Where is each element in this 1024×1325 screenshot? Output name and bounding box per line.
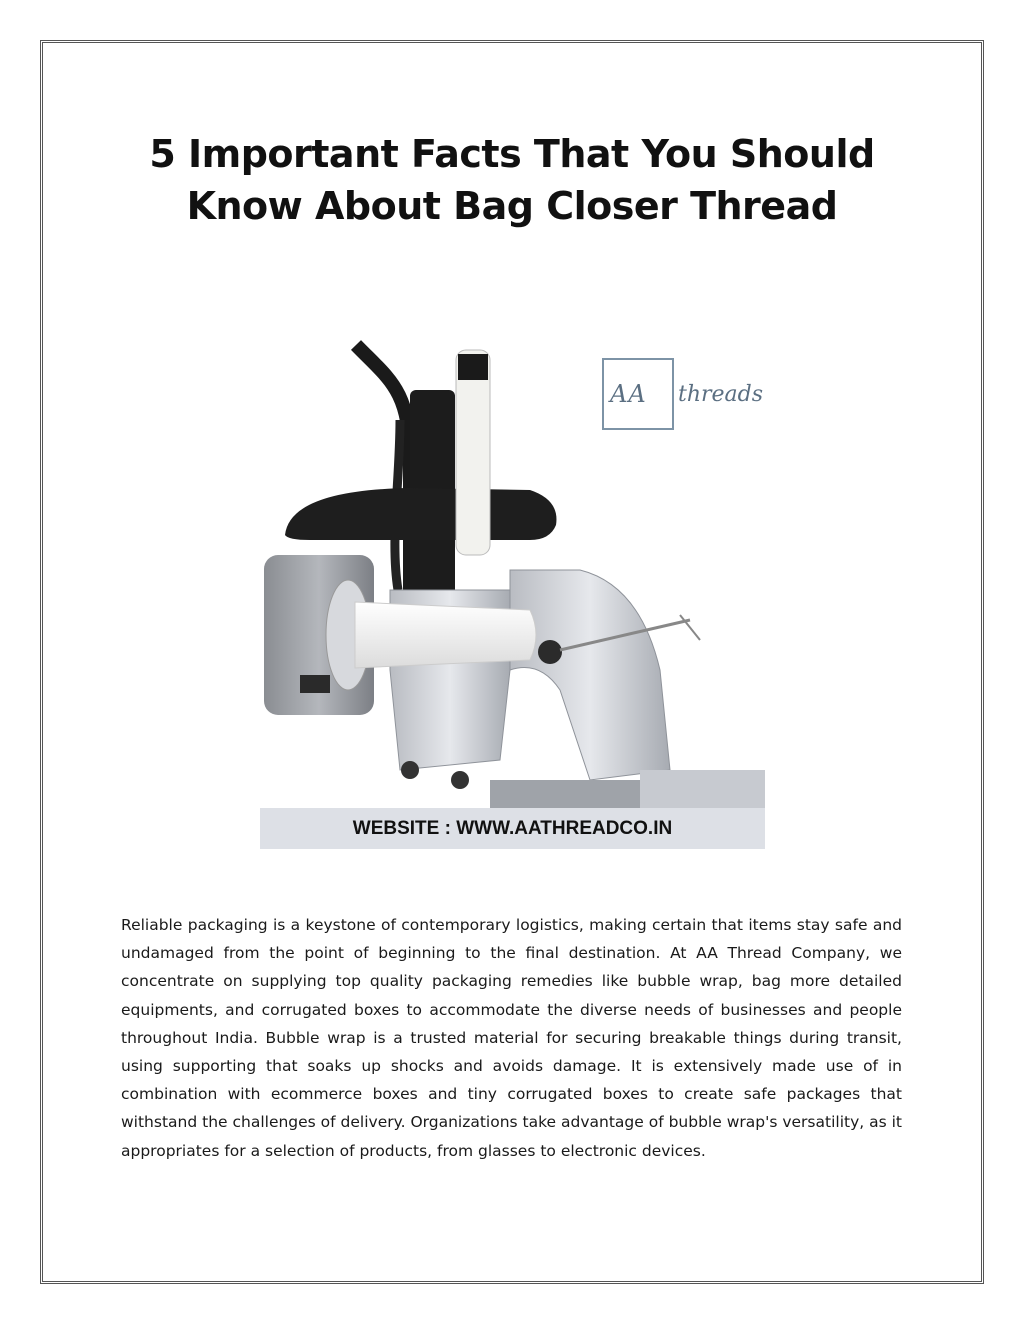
title-line-2: Know About Bag Closer Thread xyxy=(186,184,838,228)
website-banner: WEBSITE : WWW.AATHREADCO.IN xyxy=(260,808,765,849)
page-title xyxy=(100,128,924,232)
body-paragraph: Reliable packaging is a keystone of contemporary logistics, making certain that items stay safe and undamaged from the point of beginning to the final destination. At AA Thread Company, we concentrate on supplying top quality packaging remedies like bubble wrap, bag more detailed equipments, and corrugated boxes to accommodate the diverse needs of businesses and people throughout India. Bubble wrap is a trusted material for securing breakable things during transit, using supporting that soaks up shocks and avoids damage. It is extensively made use of in combination with ecommerce boxes and tiny corrugated boxes to create safe packages that withstand the challenges of delivery. Organizations take advantage of bubble wrap's versatility, as it appropriates for a selection of products, from glasses to electronic devices. xyxy=(121,916,902,1160)
machine-handle xyxy=(285,488,556,540)
thread-spool xyxy=(355,602,536,668)
machine-arm xyxy=(510,570,670,780)
logo-threads: threads xyxy=(678,382,764,407)
logo-aa: AA xyxy=(610,380,647,408)
thread-guide xyxy=(456,350,490,555)
product-figure xyxy=(260,340,765,850)
bag-closer-machine-illustration xyxy=(260,340,765,810)
title-line-1: 5 Important Facts That You Should xyxy=(149,132,875,176)
